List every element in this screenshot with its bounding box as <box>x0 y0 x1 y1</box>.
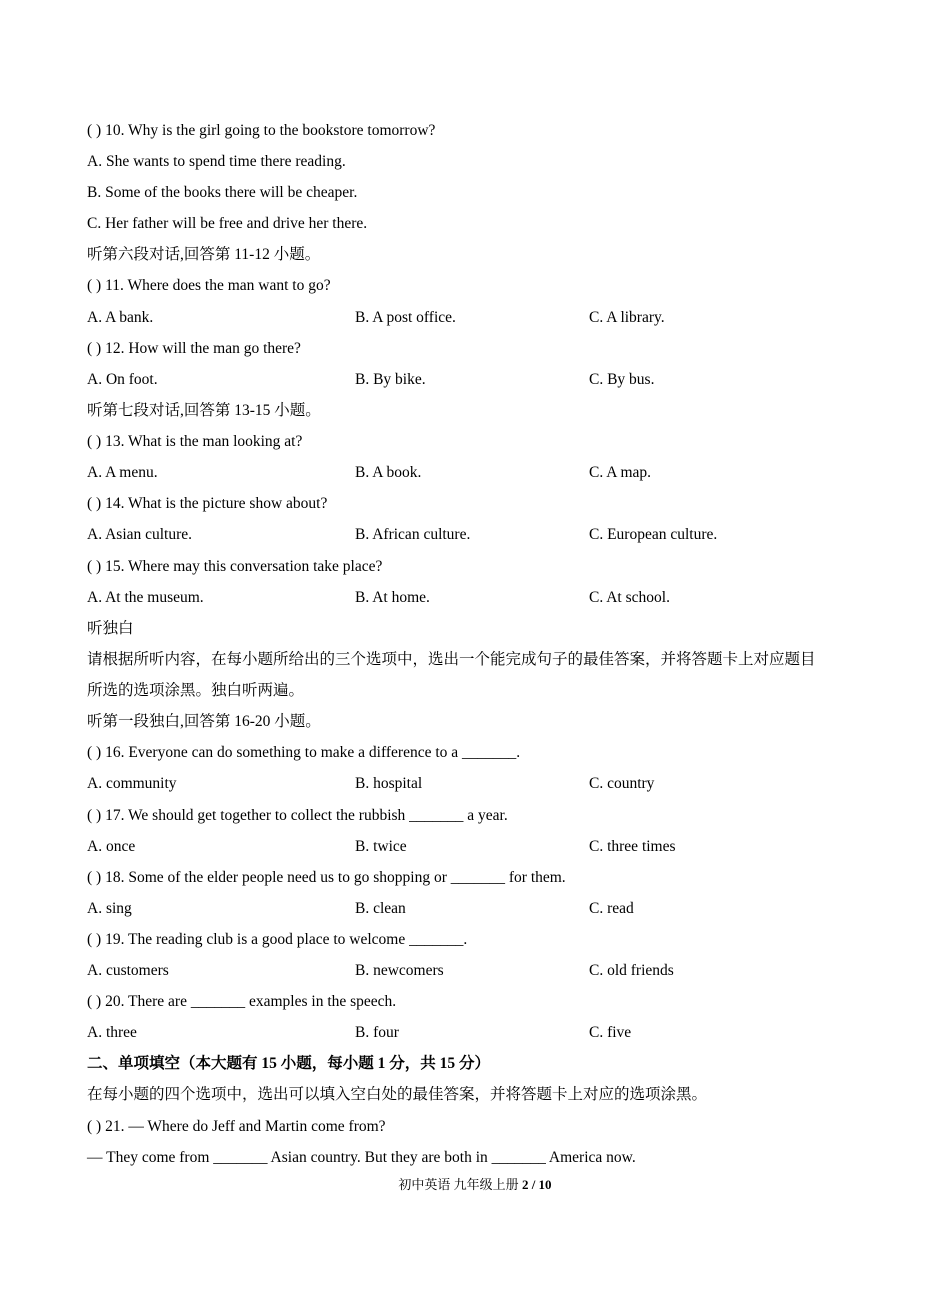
q11-option-c: C. A library. <box>589 309 665 326</box>
q18-option-b: B. clean <box>355 900 406 917</box>
q16-stem: ( ) 16. Everyone can do something to make a difference to a _______. <box>87 744 521 761</box>
q13-option-b: B. A book. <box>355 464 422 481</box>
q16-option-b: B. hospital <box>355 775 423 792</box>
q10-stem: ( ) 10. Why is the girl going to the bookstore tomorrow? <box>87 122 436 139</box>
q19-option-b: B. newcomers <box>355 962 444 979</box>
q17-option-b: B. twice <box>355 838 407 855</box>
part-2-instruction: 在每小题的四个选项中，选出可以填入空白处的最佳答案，并将答题卡上对应的选项涂黑。 <box>87 1086 708 1103</box>
q10-option-a: A. She wants to spend time there reading. <box>87 153 346 170</box>
monologue-1-heading: 听第一段独白,回答第 16-20 小题。 <box>87 713 321 730</box>
q19-stem: ( ) 19. The reading club is a good place to welcome _______. <box>87 931 468 948</box>
section-6-heading: 听第六段对话,回答第 11-12 小题。 <box>87 246 321 263</box>
q20-option-c: C. five <box>589 1024 632 1041</box>
footer-subject: 初中英语 九年级上册 <box>398 1177 519 1192</box>
q17-option-a: A. once <box>87 838 136 855</box>
monologue-instruction-line2: 所选的选项涂黑。独白听两遍。 <box>87 682 305 699</box>
q14-option-a: A. Asian culture. <box>87 526 193 543</box>
q18-option-a: A. sing <box>87 900 132 917</box>
q17-stem: ( ) 17. We should get together to collect the rubbish _______ a year. <box>87 807 508 824</box>
section-7-heading: 听第七段对话,回答第 13-15 小题。 <box>87 402 321 419</box>
footer-page-number: 2 / 10 <box>521 1177 552 1192</box>
q10-option-b: B. Some of the books there will be cheaper. <box>87 184 358 201</box>
q20-option-b: B. four <box>355 1024 399 1041</box>
q15-option-c: C. At school. <box>589 589 670 606</box>
q20-stem: ( ) 20. There are _______ examples in the speech. <box>87 993 397 1010</box>
q18-stem: ( ) 18. Some of the elder people need us to go shopping or _______ for them. <box>87 869 566 886</box>
q15-option-b: B. At home. <box>355 589 430 606</box>
q11-option-a: A. A bank. <box>87 309 154 326</box>
q18-option-c: C. read <box>589 900 634 917</box>
q13-option-c: C. A map. <box>589 464 652 481</box>
q11-stem: ( ) 11. Where does the man want to go? <box>87 277 331 294</box>
q21-stem: ( ) 21. — Where do Jeff and Martin come from? <box>87 1118 386 1135</box>
q14-stem: ( ) 14. What is the picture show about? <box>87 495 328 512</box>
q13-stem: ( ) 13. What is the man looking at? <box>87 433 303 450</box>
q21-reply: — They come from _______ Asian country. But they are both in _______ America now. <box>87 1149 636 1166</box>
q15-option-a: A. At the museum. <box>87 589 204 606</box>
q20-option-a: A. three <box>87 1024 137 1041</box>
q16-option-a: A. community <box>87 775 177 792</box>
q11-option-b: B. A post office. <box>355 309 456 326</box>
q12-option-c: C. By bus. <box>589 371 655 388</box>
q12-option-b: B. By bike. <box>355 371 426 388</box>
monologue-title: 听独白 <box>87 620 134 637</box>
q12-stem: ( ) 12. How will the man go there? <box>87 340 301 357</box>
q15-stem: ( ) 15. Where may this conversation take place? <box>87 558 383 575</box>
q17-option-c: C. three times <box>589 838 676 855</box>
q19-option-c: C. old friends <box>589 962 674 979</box>
q13-option-a: A. A menu. <box>87 464 158 481</box>
page-footer <box>0 1174 950 1193</box>
q14-option-c: C. European culture. <box>589 526 718 543</box>
q19-option-a: A. customers <box>87 962 169 979</box>
q16-option-c: C. country <box>589 775 655 792</box>
monologue-instruction-line1: 请根据所听内容，在每小题所给出的三个选项中，选出一个能完成句子的最佳答案，并将答题卡上对应题目 <box>87 651 816 668</box>
q12-option-a: A. On foot. <box>87 371 158 388</box>
q10-option-c: C. Her father will be free and drive her there. <box>87 215 368 232</box>
q14-option-b: B. African culture. <box>355 526 471 543</box>
part-2-title: 二、单项填空（本大题有 15 小题，每小题 1 分，共 15 分） <box>87 1055 491 1072</box>
